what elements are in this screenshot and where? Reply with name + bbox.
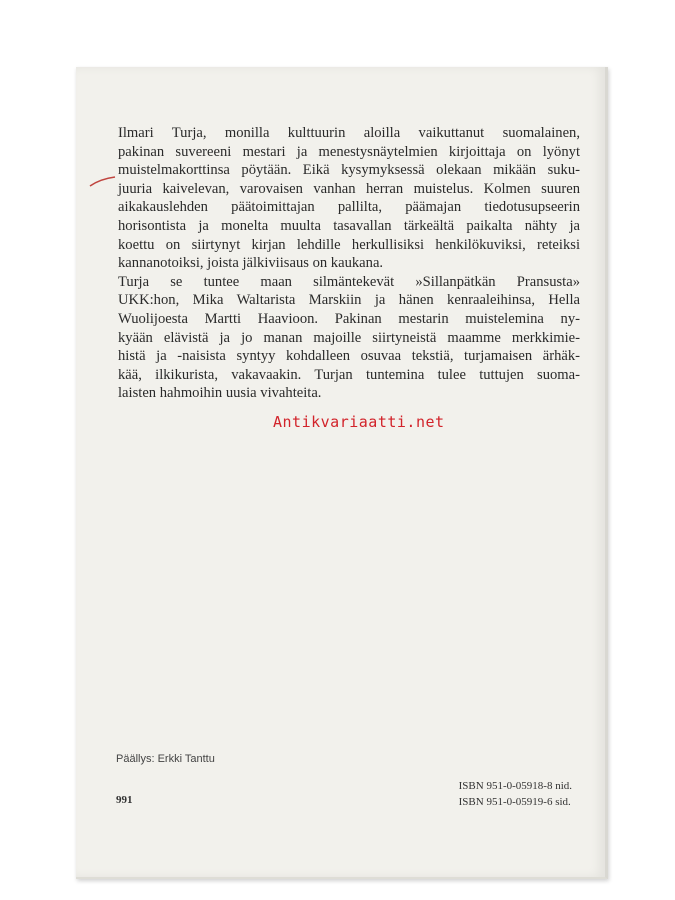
blurb-text	[118, 124, 580, 403]
catalog-code: 991	[116, 794, 133, 806]
blurb-line: laisten hahmoihin uusia vivahteita.	[118, 385, 322, 402]
blurb-line: juuria kaivelevan, varovaisen vanhan herran muistelus. Kolmen suuren	[118, 180, 580, 197]
isbn-line: ISBN 951-0-05919-6 sid.	[458, 796, 571, 808]
blurb-line: kyään elävistä ja jo manan majoille siirtyneistä maamme merkkimie-	[118, 329, 580, 346]
isbn-block	[459, 778, 572, 810]
blurb-line: Ilmari Turja, monilla kulttuurin aloilla vaikuttanut suomalainen,	[118, 125, 580, 141]
cover-credit: Päällys: Erkki Tanttu	[116, 753, 215, 765]
watermark: Antikvariaatti.net	[273, 413, 445, 431]
blurb-line: pakinan suvereeni mestari ja menestysnäytelmien kirjoittaja on lyönyt	[118, 143, 580, 160]
blurb-line: histä ja -naisista syntyy kohdalleen osuvaa tekstiä, turjamaisen ärhäk-	[118, 348, 580, 365]
blurb-line: muistelmakorttinsa pöytään. Eikä kysymyksessä olekaan mikään suku-	[118, 162, 580, 179]
blurb-line: horisontista ja monelta muulta tasavallan tärkeältä paikalta nähty ja	[118, 217, 580, 234]
blurb-line: Turja se tuntee maan silmäntekevät »Sillanpätkän Pransusta»	[118, 273, 580, 290]
book-back-cover	[76, 67, 608, 879]
blurb-line: aikakauslehden päätoimittajan pallilta, päämajan tiedotusupseerin	[118, 199, 580, 216]
isbn-line: ISBN 951-0-05918-8 nid.	[458, 780, 572, 792]
blurb-line: kannanotoiksi, joista jälkiviisaus on kaukana.	[118, 255, 384, 272]
blurb-line: kää, ilkikurista, vakavaakin. Turjan tuntemina tulee tuttujen suoma-	[118, 366, 580, 383]
blurb-line: Wuolijoesta Martti Haavioon. Pakinan mestarin muistelemina ny-	[118, 310, 580, 327]
blurb-line: koettu on siirtynyt kirjan lehdille herkullisiksi henkilökuviksi, reteiksi	[118, 236, 580, 253]
pen-mark	[88, 175, 118, 189]
blurb-line: UKK:hon, Mika Waltarista Marskiin ja hänen kenraaleihinsa, Hella	[118, 292, 580, 309]
